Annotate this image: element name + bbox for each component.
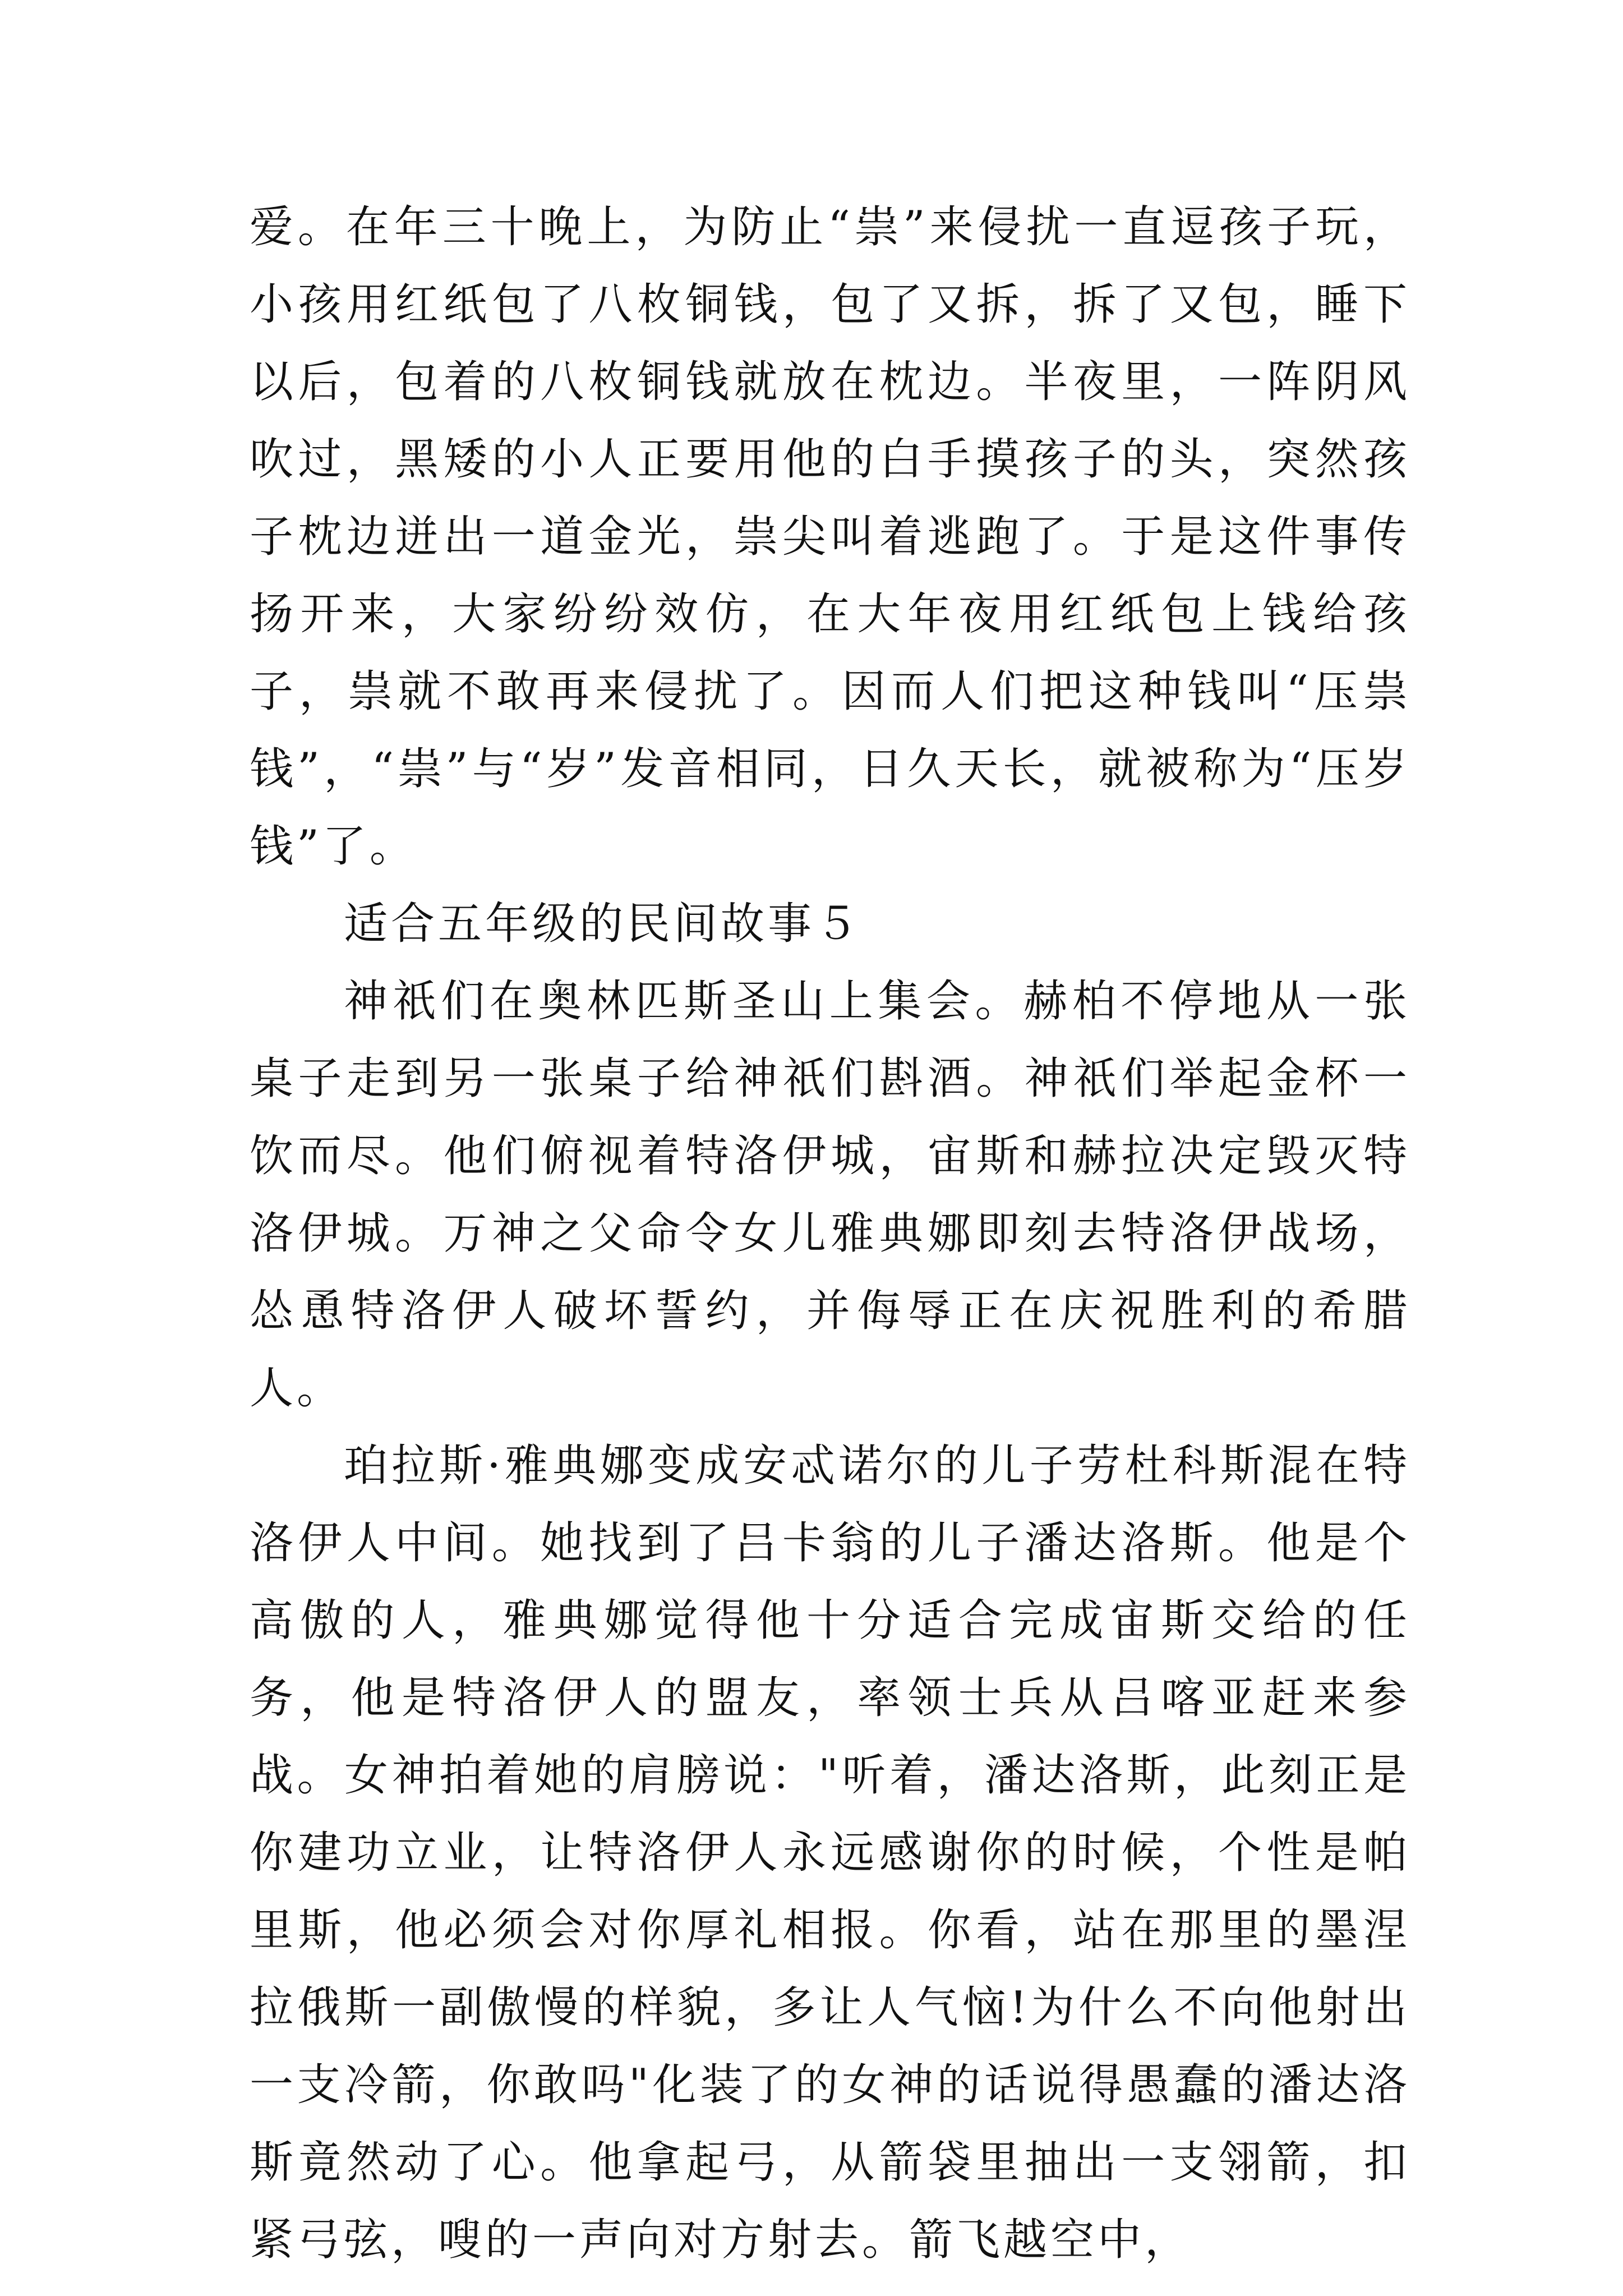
- paragraph-continued: 爱。在年三十晚上，为防止“祟”来侵扰一直逗孩子玩，小孩用红纸包了八枚铜钱，包了又拆，拆了又包，睡下以后，包着的八枚铜钱就放在枕边。半夜里，一阵阴风吹过，黑矮的小人正要用他的白手摸孩子的头，突然孩子枕边迸出一道金光，祟尖叫着逃跑了。于是这件事传扬开来，大家纷纷效仿，在大年夜用红纸包上钱给孩子，祟就不敢再来侵扰了。因而人们把这种钱叫“压祟钱”，“祟”与“岁”发音相同，日久天长，就被称为“压岁钱”了。: [250, 202, 1410, 872]
- section-heading: 适合五年级的民间故事５: [344, 899, 863, 949]
- document-body: [250, 188, 1410, 2279]
- paragraph-athena-pandarus: 珀拉斯·雅典娜变成安忒诺尔的儿子劳杜科斯混在特洛伊人中间。她找到了吕卡翁的儿子潘达洛斯。他是个高傲的人，雅典娜觉得他十分适合完成宙斯交给的任务，他是特洛伊人的盟友，率领士兵从吕喀亚赶来参战。女神拍着她的肩膀说："听着，潘达洛斯，此刻正是你建功立业，让特洛伊人永远感谢你的时候，个性是帕里斯，他必须会对你厚礼相报。你看，站在那里的墨涅拉俄斯一副傲慢的样貌，多让人气恼!为什么不向他射出一支冷箭，你敢吗"化装了的女神的话说得愚蠢的潘达洛斯竟然动了心。他拿起弓，从箭袋里抽出一支翎箭，扣紧弓弦，嗖的一声向对方射去。箭飞越空中，: [250, 1441, 1410, 2265]
- paragraph-gods-assembly: 神祇们在奥林匹斯圣山上集会。赫柏不停地从一张桌子走到另一张桌子给神祇们斟酒。神祇们举起金杯一饮而尽。他们俯视着特洛伊城，宙斯和赫拉决定毁灭特洛伊城。万神之父命令女儿雅典娜即刻去特洛伊战场，怂恿特洛伊人破坏誓约，并侮辱正在庆祝胜利的希腊人。: [250, 976, 1410, 1414]
